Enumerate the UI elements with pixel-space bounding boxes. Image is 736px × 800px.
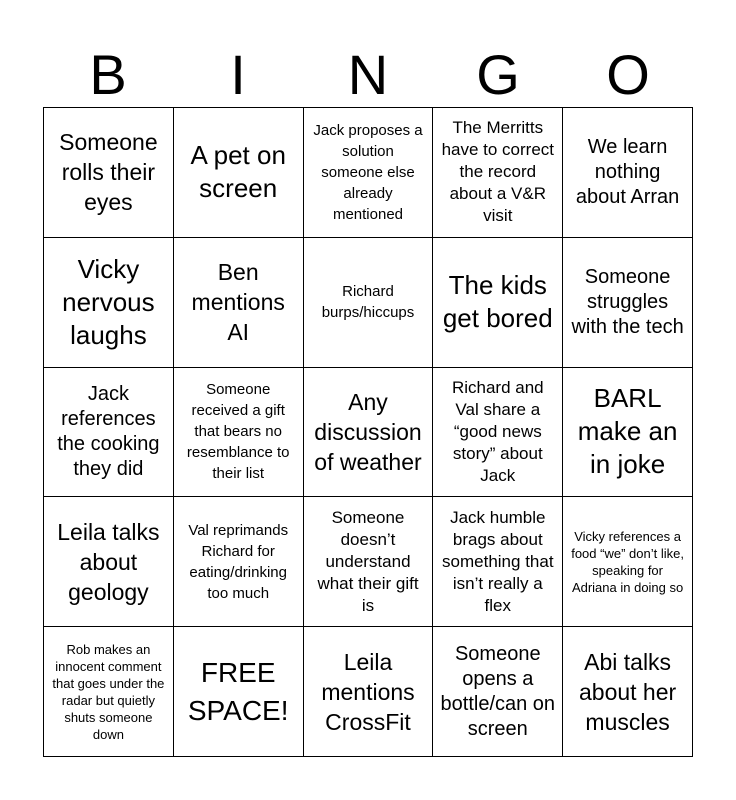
bingo-cell-r1-c3[interactable] (304, 108, 434, 238)
bingo-cell-r1-c2[interactable] (174, 108, 304, 238)
bingo-cell-r4-c3[interactable] (304, 497, 434, 627)
bingo-cell-r5-c2[interactable] (174, 627, 304, 757)
bingo-cell-r2-c5[interactable] (563, 238, 693, 368)
bingo-cell-text: Leila talks about geology (57, 518, 160, 605)
bingo-cell-text: Any discussion of weather (314, 388, 422, 475)
header-letter-i: I (230, 43, 246, 106)
bingo-cell-r5-c1[interactable] (44, 627, 174, 757)
bingo-cell-r4-c1[interactable] (44, 497, 174, 627)
header-letter-g: G (476, 43, 520, 106)
bingo-cell-r4-c5[interactable] (563, 497, 693, 627)
header-letter-n: N (347, 43, 389, 106)
bingo-cell-text: Someone struggles with the tech (571, 265, 684, 338)
bingo-header (43, 44, 693, 106)
header-letter-b: B (89, 43, 127, 106)
bingo-cell-text: Jack proposes a solution someone else already mentioned (313, 121, 423, 223)
bingo-cell-text: Rob makes an innocent comment that goes under the radar but quietly shuts someone down (52, 641, 165, 742)
bingo-cell-r5-c3[interactable] (304, 627, 434, 757)
bingo-cell-r2-c2[interactable] (174, 238, 304, 368)
bingo-cell-r4-c2[interactable] (174, 497, 304, 627)
bingo-cell-r1-c1[interactable] (44, 108, 174, 238)
bingo-cell-r2-c3[interactable] (304, 238, 434, 368)
bingo-cell-r1-c5[interactable] (563, 108, 693, 238)
bingo-cell-r2-c4[interactable] (433, 238, 563, 368)
bingo-cell-r3-c2[interactable] (174, 368, 304, 498)
bingo-cell-text: Vicky nervous laughs (62, 253, 155, 350)
bingo-cell-text: Vicky references a food “we” don’t like, speaking for Adriana in doing so (571, 528, 684, 595)
bingo-cell-r5-c5[interactable] (563, 627, 693, 757)
bingo-cell-r3-c5[interactable] (563, 368, 693, 498)
bingo-cell-text: Richard and Val share a “good news story” about Jack (451, 377, 544, 485)
bingo-cell-text: Someone received a gift that bears no resemblance to their list (186, 381, 290, 483)
bingo-cell-r3-c1[interactable] (44, 368, 174, 498)
bingo-cell-text: Leila mentions CrossFit (321, 648, 415, 735)
bingo-cell-text: We learn nothing about Arran (575, 135, 680, 208)
bingo-cell-r4-c4[interactable] (433, 497, 563, 627)
bingo-cell-text: Richard burps/hiccups (321, 283, 415, 322)
bingo-cell-r3-c4[interactable] (433, 368, 563, 498)
bingo-cell-text: Jack references the cooking they did (57, 382, 160, 480)
bingo-cell-text: A pet on screen (190, 140, 286, 204)
bingo-cell-text: Ben mentions AI (191, 259, 285, 346)
bingo-cell-r1-c4[interactable] (433, 108, 563, 238)
header-letter-o: O (606, 43, 650, 106)
bingo-cell-r2-c1[interactable] (44, 238, 174, 368)
bingo-cell-text: FREE SPACE! (187, 656, 289, 726)
bingo-cell-text: Someone rolls their eyes (59, 129, 158, 216)
bingo-cell-text: Val reprimands Richard for eating/drinking too much (188, 521, 289, 602)
bingo-cell-text: Abi talks about her muscles (578, 648, 677, 735)
bingo-cell-text: BARL make an in joke (577, 383, 678, 480)
bingo-grid (43, 107, 693, 757)
bingo-cell-text: The kids get bored (442, 270, 553, 334)
bingo-cell-r5-c4[interactable] (433, 627, 563, 757)
bingo-cell-r3-c3[interactable] (304, 368, 434, 498)
bingo-cell-text: Someone opens a bottle/can on screen (440, 642, 556, 740)
bingo-cell-text: The Merritts have to correct the record about a V&R visit (441, 118, 555, 226)
bingo-cell-text: Jack humble brags about something that isn’t really a flex (442, 507, 554, 615)
bingo-cell-text: Someone doesn’t understand what their gift is (317, 507, 419, 615)
